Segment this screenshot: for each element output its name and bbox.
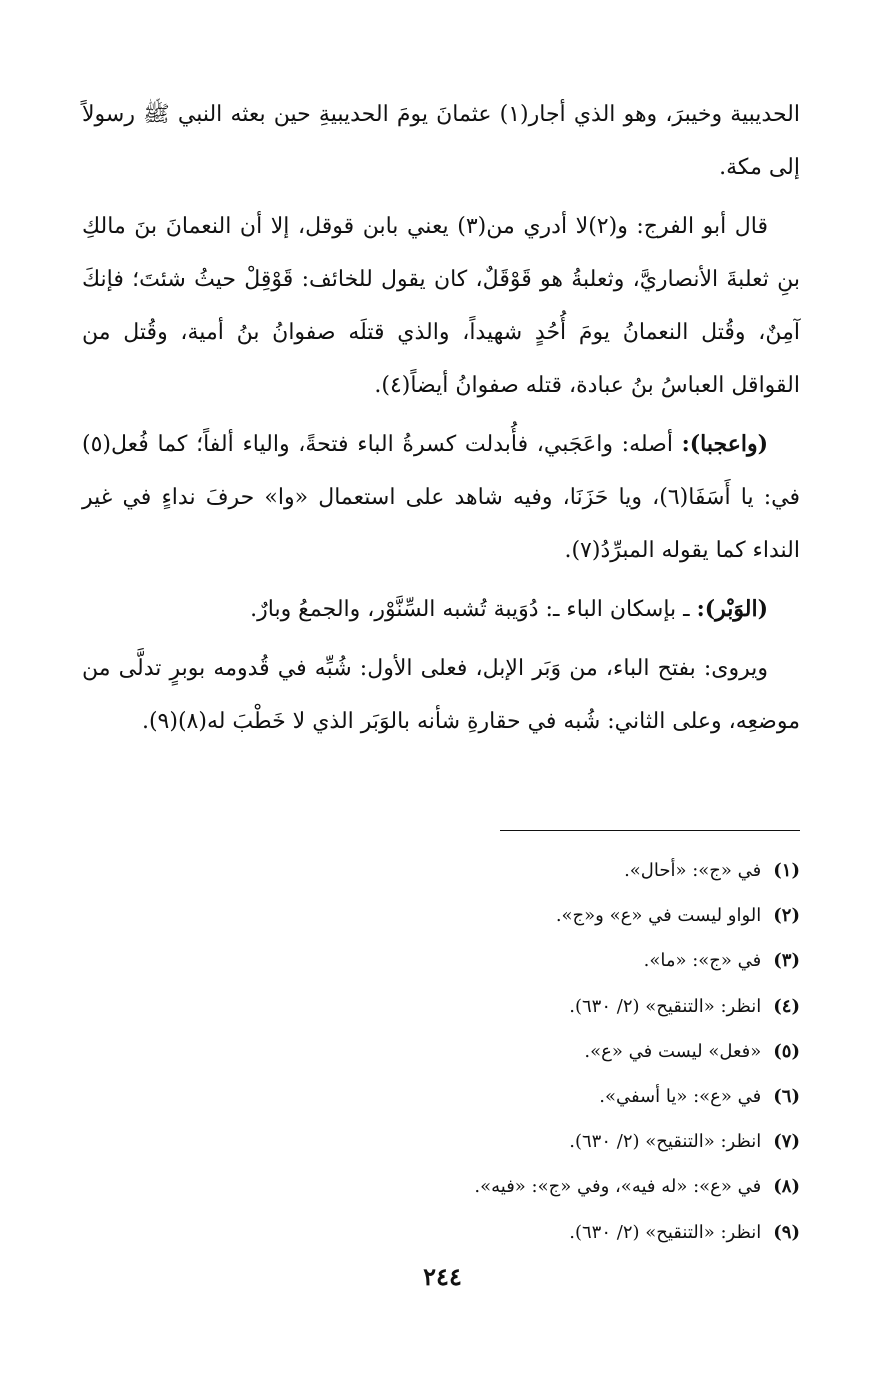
footnote (300, 1074, 800, 1119)
footnote-text: انظر: «التنقيح» (٢/ ٦٣٠). (569, 1221, 762, 1243)
paragraph-3 (82, 418, 800, 577)
footnote (300, 848, 800, 893)
footnote-divider (500, 830, 800, 831)
footnote (300, 893, 800, 938)
footnote-text: في «ع»: «له فيه»، وفي «ج»: «فيه». (474, 1176, 762, 1198)
paragraph-4 (82, 583, 800, 636)
footnote-text: «فعل» ليست في «ع». (584, 1040, 762, 1062)
paragraph-3-text: أصله: واعَجَبي، فأُبدلت كسرةُ الباء فتحةً، والياء ألفاً؛ كما فُعل(٥) في: يا أَسَفَا(٦)، ويا حَزَنَا، وفيه شاهد على استعمال «وا» حرفَ نداءٍ في غير النداء كما يقوله المبرِّدُ(٧). (82, 432, 801, 563)
footnote (300, 1029, 800, 1074)
footnote-number: (٦) (773, 1086, 800, 1108)
page-number: ٢٤٤ (423, 1262, 462, 1291)
term-wabr: (الوَبْر): (696, 596, 768, 622)
main-text (82, 88, 800, 754)
paragraph-2-text: قال أبو الفرج: و(٢)لا أدري من(٣) يعني بابن قوقل، إلا أن النعمانَ بنَ مالكِ بنِ ثعلبةَ الأنصاريَّ، وثعلبةُ هو قَوْقَلٌ، كان يقول للخائف: قَوْقِلْ حيثُ شئتَ؛ فإنكَ آمِنٌ، وقُتل النعمانُ يومَ أُحُدٍ شهيداً، والذي قتلَه صفوانُ بنُ أمية، وقُتل من القواقل العباسُ بنُ عبادة، قتله صفوانُ أيضاً(٤). (82, 214, 800, 398)
footnote-number: (٧) (773, 1131, 800, 1153)
footnote (300, 1119, 800, 1164)
footnote-number: (٨) (773, 1176, 800, 1198)
paragraph-1-text: الحديبية وخيبرَ، وهو الذي أجار(١) عثمانَ يومَ الحديبيةِ حين بعثه النبي ﷺ رسولاً إلى مكة. (82, 102, 800, 180)
footnote-text: في «ع»: «يا أسفي». (599, 1086, 762, 1108)
footnote-number: (١) (773, 860, 800, 881)
term-wa-ajaba: (واعجبا): (681, 431, 768, 457)
footnote-number: (٤) (773, 995, 800, 1017)
paragraph-5 (82, 642, 800, 748)
footnote-text: في «ج»: «أحال». (624, 860, 762, 881)
footnote (300, 1164, 800, 1209)
footnotes (300, 848, 800, 1255)
paragraph-4-text: ـ بإسكان الباء ـ: دُوَيبة تُشبه السِّنَّوْر، والجمعُ وبارٌ. (250, 597, 697, 622)
footnote-number: (٢) (773, 905, 800, 927)
footnote (300, 984, 800, 1029)
footnote-text: في «ج»: «ما». (643, 950, 762, 972)
footnote (300, 938, 800, 983)
footnote (300, 1210, 800, 1255)
footnote-text: انظر: «التنقيح» (٢/ ٦٣٠). (569, 1131, 762, 1153)
paragraph-5-text: ويروى: بفتح الباء، من وَبَر الإبل، فعلى الأول: شُبِّه في قُدومه بوبرٍ تدلَّى من موضعِه، وعلى الثاني: شُبه في حقارةِ شأنه بالوَبَر الذي لا خَطْبَ له(٨)(٩). (82, 656, 800, 734)
paragraph-2 (82, 200, 800, 412)
footnote-number: (٩) (773, 1221, 800, 1243)
footnote-number: (٥) (773, 1040, 800, 1062)
footnote-number: (٣) (773, 950, 800, 972)
footnote-text: الواو ليست في «ع» و«ج». (555, 905, 762, 927)
paragraph-1 (82, 88, 800, 194)
footnote-text: انظر: «التنقيح» (٢/ ٦٣٠). (569, 995, 762, 1017)
